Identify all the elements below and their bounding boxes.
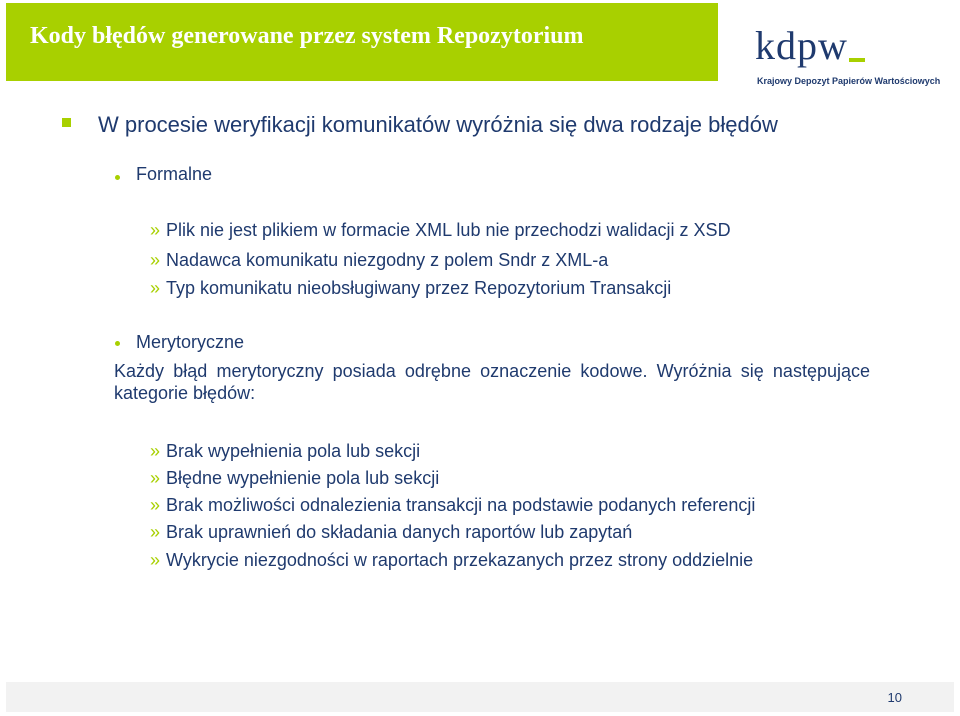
title-bar xyxy=(6,3,718,81)
raquo-bullet-icon: » xyxy=(150,468,161,488)
raquo-bullet-icon: » xyxy=(150,278,161,298)
raquo-bullet-icon: » xyxy=(150,220,161,240)
main-heading: W procesie weryfikacji komunikatów wyróżnia się dwa rodzaje błędów xyxy=(98,112,778,137)
list-item: » Nadawca komunikatu niezgodny z polem Sndr z XML-a xyxy=(150,250,609,270)
list-item: » Brak możliwości odnalezienia transakcji na podstawie podanych referencji xyxy=(150,495,756,515)
footer-bar xyxy=(6,682,954,712)
page-number: 10 xyxy=(887,690,902,705)
raquo-bullet-icon: » xyxy=(150,495,161,515)
raquo-bullet-icon: » xyxy=(150,550,161,570)
list-item: » Plik nie jest plikiem w formacie XML lub nie przechodzi walidacji z XSD xyxy=(150,220,731,240)
dot-bullet-icon xyxy=(115,341,120,346)
raquo-bullet-icon: » xyxy=(150,441,161,461)
list-item: » Brak uprawnień do składania danych raportów lub zapytań xyxy=(150,522,633,542)
square-bullet-icon xyxy=(62,118,71,127)
dot-bullet-icon xyxy=(115,175,120,180)
raquo-bullet-icon: » xyxy=(150,522,161,542)
slide-title: Kody błędów generowane przez system Repozytorium xyxy=(30,23,584,49)
list-item: » Wykrycie niezgodności w raportach przekazanych przez strony oddzielnie xyxy=(150,550,754,570)
formal-label: Formalne xyxy=(136,164,213,184)
substantive-label: Merytoryczne xyxy=(136,332,245,352)
list-item: » Błędne wypełnienie pola lub sekcji xyxy=(150,468,440,488)
list-item: » Brak wypełnienia pola lub sekcji xyxy=(150,441,421,461)
substantive-description: Każdy błąd merytoryczny posiada odrębne oznaczenie kodowe. Wyróżnia się następujące kategorie błędów: xyxy=(114,361,870,403)
list-item: » Typ komunikatu nieobsługiwany przez Repozytorium Transakcji xyxy=(150,278,672,298)
raquo-bullet-icon: » xyxy=(150,250,161,270)
logo-subtitle: Krajowy Depozyt Papierów Wartościowych xyxy=(757,76,941,86)
logo-dash-icon xyxy=(849,58,865,62)
logo-word: kdpw xyxy=(755,23,848,68)
